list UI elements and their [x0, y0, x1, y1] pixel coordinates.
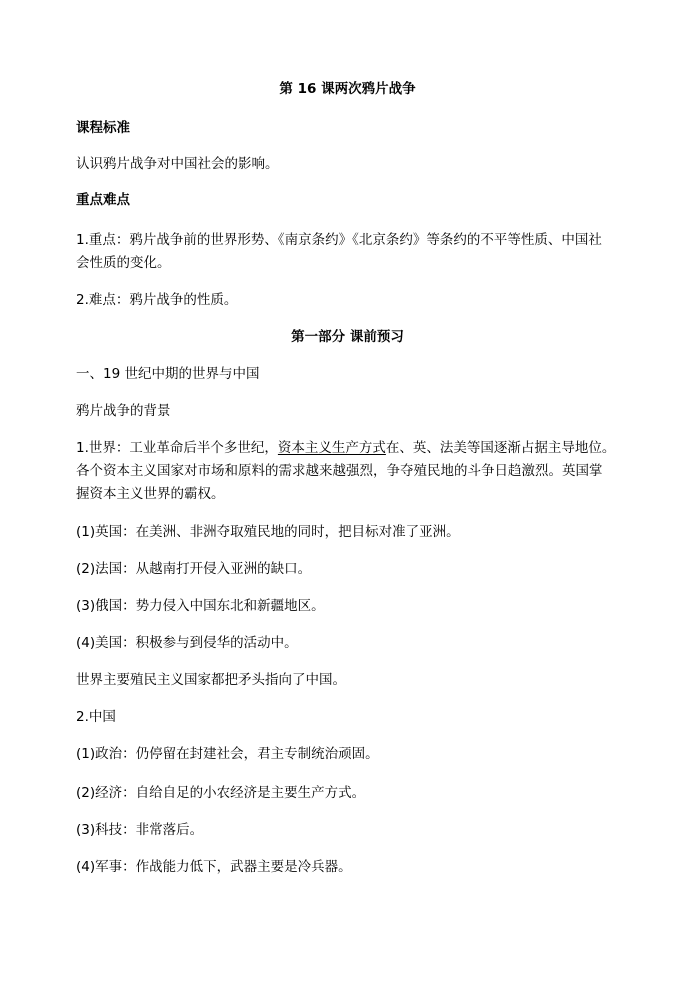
- china-item: (4)军事：作战能力低下，武器主要是冷兵器。: [76, 859, 352, 875]
- difficult-point: 2.难点：鸦片战争的性质。: [76, 292, 238, 308]
- world-para-prefix: 1.世界：工业革命后半个多世纪，: [76, 440, 278, 456]
- section-one-heading: 一、19 世纪中期的世界与中国: [76, 366, 260, 382]
- standard-text: 认识鸦片战争对中国社会的影响。: [76, 156, 279, 172]
- world-item: (3)俄国：势力侵入中国东北和新疆地区。: [76, 598, 325, 614]
- key-point-line-1: 1.重点：鸦片战争前的世界形势、《南京条约》《北京条约》等条约的不平等性质、中国社: [76, 232, 602, 248]
- part-one-heading: 第一部分 课前预习: [291, 329, 404, 345]
- world-item: (2)法国：从越南打开侵入亚洲的缺口。: [76, 561, 312, 577]
- china-item: (2)经济：自给自足的小农经济是主要生产方式。: [76, 785, 366, 801]
- china-item: (1)政治：仍停留在封建社会，君主专制统治顽固。: [76, 746, 379, 762]
- world-summary: 世界主要殖民主义国家都把矛头指向了中国。: [76, 672, 346, 688]
- world-para-underlined: 资本主义生产方式: [277, 440, 386, 456]
- page-title: 第 16 课两次鸦片战争: [279, 81, 416, 97]
- world-para-line-1: [76, 438, 615, 458]
- heading-course-standard: 课程标准: [76, 120, 130, 136]
- china-heading: 2.中国: [76, 709, 116, 725]
- world-item: (1)英国：在美洲、非洲夺取殖民地的同时，把目标对准了亚洲。: [76, 524, 460, 540]
- world-item: (4)美国：积极参与到侵华的活动中。: [76, 635, 298, 651]
- world-para-line-2: 各个资本主义国家对市场和原料的需求越来越强烈，争夺殖民地的斗争日趋激烈。英国掌: [76, 463, 603, 479]
- heading-key-difficult: 重点难点: [76, 192, 130, 208]
- china-item: (3)科技：非常落后。: [76, 822, 204, 838]
- key-point-line-2: 会性质的变化。: [76, 255, 171, 271]
- world-para-line-3: 握资本主义世界的霸权。: [76, 486, 225, 502]
- background-heading: 鸦片战争的背景: [76, 403, 171, 419]
- world-para-suffix: 在、英、法美等国逐渐占据主导地位。: [385, 440, 616, 456]
